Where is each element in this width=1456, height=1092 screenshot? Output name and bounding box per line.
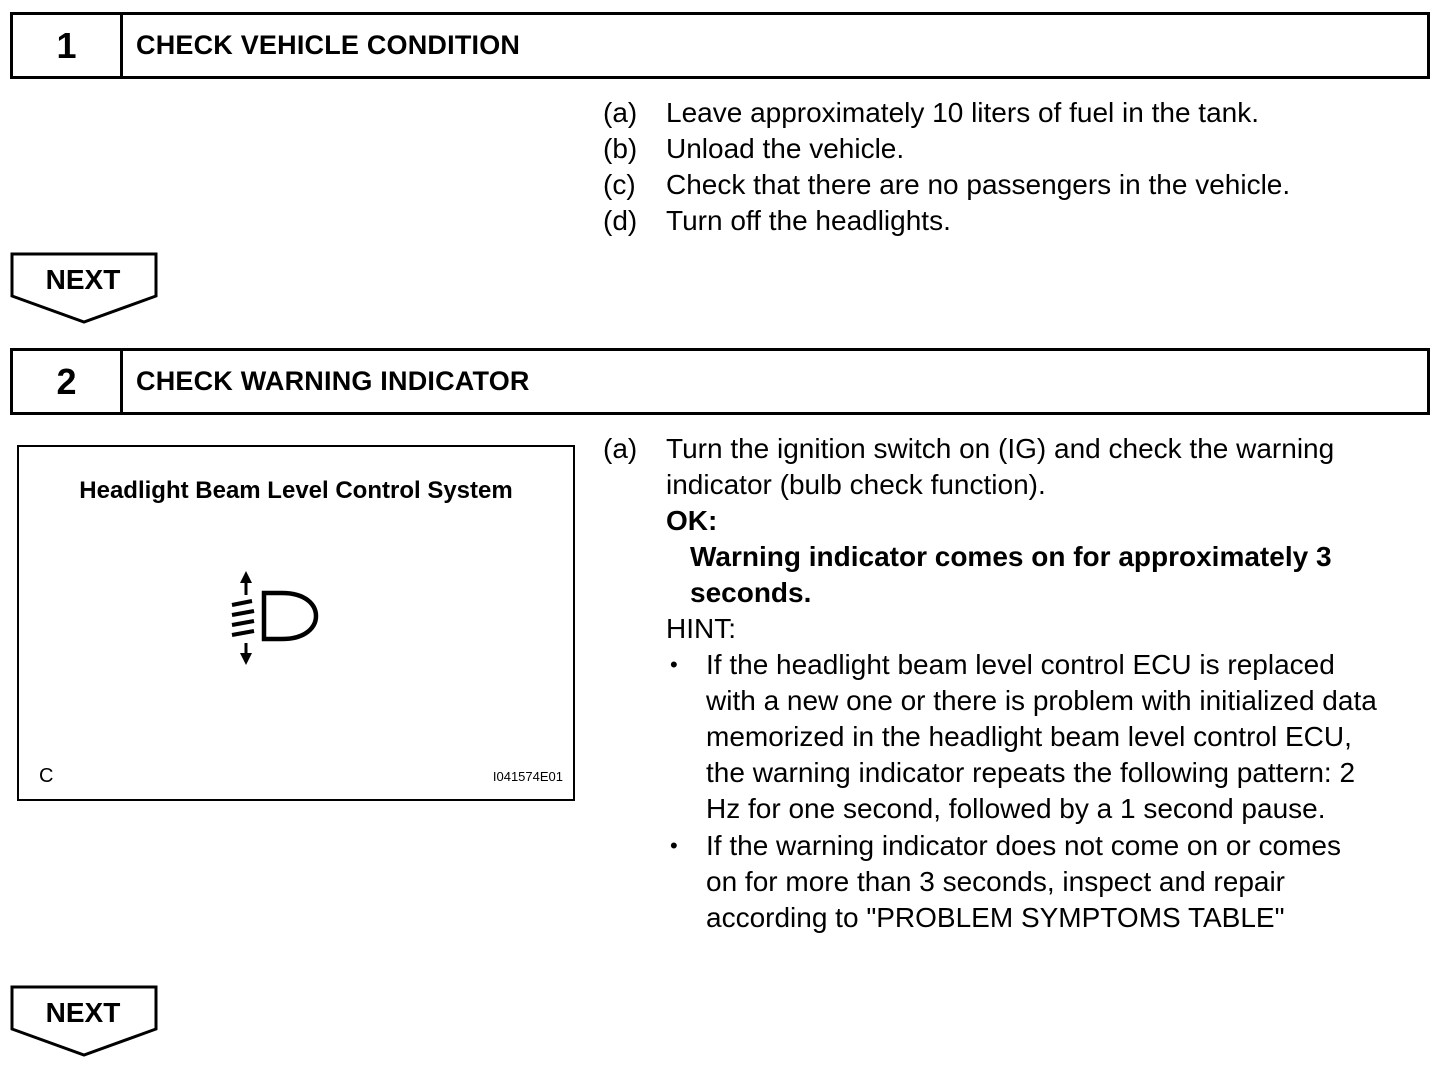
item-label: (d) — [603, 205, 638, 236]
bullet: • — [670, 652, 678, 677]
item-text: Unload the vehicle. — [666, 133, 905, 164]
headlight-beam-level-icon — [224, 565, 334, 675]
next-button[interactable] — [10, 252, 160, 326]
step-number: 1 — [13, 15, 123, 76]
step-2-header — [10, 348, 1430, 415]
item-text: Turn the ignition switch on (IG) and check the warning — [666, 433, 1335, 464]
headlight-figure — [17, 445, 575, 801]
item-label: (b) — [603, 133, 638, 164]
hint-text: with a new one or there is problem with initialized data — [706, 685, 1377, 716]
hint-text: memorized in the headlight beam level control ECU, — [706, 721, 1352, 752]
item-text: Leave approximately 10 liters of fuel in the tank. — [666, 97, 1260, 128]
step-number: 2 — [13, 351, 123, 412]
hint-text: on for more than 3 seconds, inspect and repair — [706, 866, 1286, 897]
step-title: CHECK VEHICLE CONDITION — [136, 30, 521, 60]
item-label: (c) — [603, 169, 636, 200]
item-label: (a) — [603, 433, 638, 464]
ok-criteria: Warning indicator comes on for approximately 3 — [690, 541, 1332, 572]
hint-text: If the warning indicator does not come on or comes — [706, 830, 1342, 861]
hint-text: Hz for one second, followed by a 1 second pause. — [706, 793, 1326, 824]
ok-label: OK: — [666, 505, 718, 536]
next-button[interactable] — [10, 985, 160, 1059]
figure-id: I041574E01 — [492, 769, 563, 784]
item-label: (a) — [603, 97, 638, 128]
figure-title: Headlight Beam Level Control System — [79, 477, 513, 504]
hint-text: the warning indicator repeats the following pattern: 2 — [706, 757, 1356, 788]
item-text: Turn off the headlights. — [666, 205, 951, 236]
next-label: NEXT — [45, 997, 121, 1028]
item-text: Check that there are no passengers in the vehicle. — [666, 169, 1291, 200]
next-label: NEXT — [45, 264, 121, 295]
figure-corner-label: C — [39, 765, 54, 787]
step-title: CHECK WARNING INDICATOR — [136, 366, 530, 396]
item-text: indicator (bulb check function). — [666, 469, 1046, 500]
hint-text: according to "PROBLEM SYMPTOMS TABLE" — [706, 902, 1285, 933]
bullet: • — [670, 833, 678, 858]
step-1-header — [10, 12, 1430, 79]
hint-text: If the headlight beam level control ECU is replaced — [706, 649, 1335, 680]
hint-label: HINT: — [666, 613, 736, 644]
ok-criteria: seconds. — [690, 577, 812, 608]
